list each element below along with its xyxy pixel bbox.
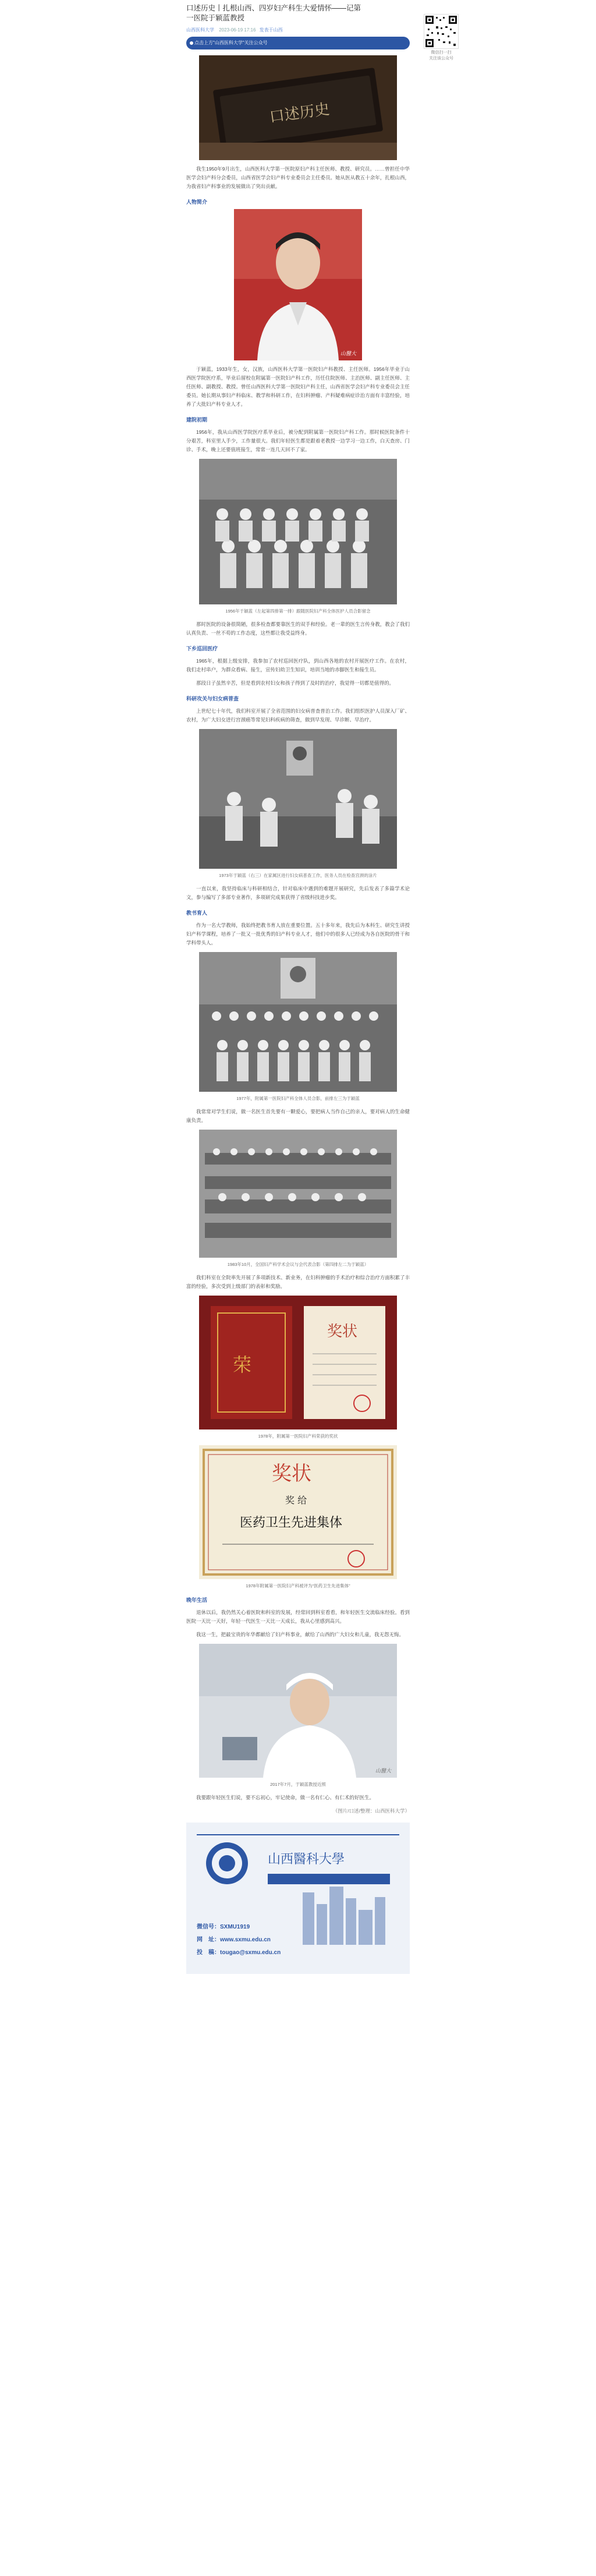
portrait-photo — [234, 209, 362, 360]
clinic-photo-1973 — [199, 729, 397, 869]
portrait-watermark: 山醫大 — [340, 351, 356, 356]
conference-photo-1983 — [199, 1130, 397, 1258]
research-paragraph-2: 一直以来，我坚持临床与科研相结合，针对临床中遇到的难题开展研究，先后发表了多篇学术论文，参与编写了多部专业著作，多项研究成果获得了省级科技进步奖。 — [186, 886, 410, 900]
svg-text:口述历史: 口述历史 — [268, 100, 331, 126]
heading-rural: 下乡巡回医疗 — [186, 646, 218, 652]
heading-teaching: 教书育人 — [186, 910, 208, 916]
qr-code-image — [424, 14, 459, 49]
article-title: 口述历史丨扎根山西、四岁妇产科生大爱情怀——记第一医院于颖蓝教授 — [186, 4, 361, 22]
later-paragraph-2: 我这一生，把最宝贵的年华都献给了妇产科事业，献给了山西的广大妇女和儿童，我无怨无悔。 — [196, 1632, 405, 1637]
later-paragraph: 退休以后，我仍然关心着医院和科室的发展，经常回到科室看看，和年轻医生交流临床经验。看到医院一天比一天好，年轻一代医生一天比一天成长，我从心里感到高兴。 — [186, 1609, 410, 1624]
footer-site[interactable]: 网 址：www.sxmu.edu.cn — [197, 1937, 271, 1943]
caption-5: 1978年，附属第一医院妇产科荣获的奖状 — [258, 1434, 338, 1439]
recent-photo-2017 — [199, 1644, 397, 1778]
meta-source[interactable]: 山西医科大学 — [186, 27, 214, 33]
svg-text:奖状: 奖状 — [327, 1323, 358, 1340]
banner-text: 点击上方"山西医科大学"关注公众号 — [194, 40, 268, 45]
caption-1: 1956年于颖蓝（左起第四排第一排）跟随医院妇产科全体医护人员合影留念 — [225, 608, 371, 614]
meta-account: 发表于山西 — [259, 27, 283, 33]
ending-paragraph: 我要跟年轻医生们说，要不忘初心，牢记使命，做一名有仁心、有仁术的好医生。 — [196, 1795, 375, 1800]
rural-paragraph-2: 那段日子虽然辛苦，但是看到农村妇女和孩子得到了及时的治疗，我觉得一切都是值得的。 — [196, 680, 395, 686]
footer-mail[interactable]: 投 稿：tougao@sxmu.edu.cn — [197, 1949, 281, 1956]
svg-text:奖状: 奖状 — [272, 1462, 311, 1485]
early-paragraph-2: 那时医院的设备很简陋，很多检查都要靠医生的双手和经验。老一辈的医生言传身教，教会了我们认真负责、一丝不苟的工作态度，这些都让我受益终身。 — [186, 621, 410, 636]
caption-6: 1978年附属第一医院妇产科被评为“医药卫生先进集体” — [246, 1583, 350, 1588]
caption-3: 1977年，附属第一医院妇产科全体人员合影，前排左三为于颖蓝 — [236, 1096, 360, 1101]
credit-line: （图片/口述/整理：山西医科大学） — [332, 1808, 410, 1814]
caption-4: 1983年10月，全国妇产科学术会议与会代表合影（第四排左二为于颖蓝） — [227, 1262, 369, 1267]
teaching-paragraph-2: 我常常对学生们说，做一名医生首先要有一颗爱心，要把病人当作自己的亲人，要对病人的生命健康负责。 — [186, 1109, 410, 1123]
recent-watermark: 山醫大 — [375, 1768, 391, 1774]
group-photo-1956 — [199, 459, 397, 604]
qr-caption: 微信扫一扫 关注该公众号 — [429, 51, 453, 61]
teaching-paragraph: 作为一名大学教师，我始终把教书育人放在重要位置。五十多年来，我先后为本科生、研究生讲授妇产科学课程，培养了一批又一批优秀的妇产科专业人才，他们中的很多人已经成为各自医院的骨干和学科带头人。 — [186, 922, 410, 946]
article-meta — [186, 27, 410, 33]
teaching-paragraph-3: 我们科室在全院率先开展了多项新技术、新业务，在妇科肿瘤的手术治疗和综合治疗方面积累了丰富的经验，多次受到上级部门的表彰和奖励。 — [186, 1275, 410, 1289]
early-paragraph: 1956年，我从山西医学院医疗系毕业后，被分配到附属第一医院妇产科工作。那时候医院条件十分艰苦，科室里人手少，工作量很大。我们年轻医生都是跟着老教授一边学习一边工作，白天查房、门诊、手术，晚上还要值班接生，常常一连几天回不了家。 — [186, 429, 410, 452]
footer-school-name: 山西醫科大學 — [268, 1852, 345, 1867]
bio-paragraph: 于颖蓝，1933年生，女，汉族，山西医科大学第一医院妇产科教授、主任医师。1956年毕业于山西医学院医疗系，毕业后留校在附属第一医院妇产科工作，历任住院医师、主治医师、副主任医师、主任医师、副教授、教授。曾任山西医科大学第一医院妇产科主任，山西省医学会妇产科专业委员会主任委员。她长期从事妇产科临床、教学和科研工作，在妇科肿瘤、产科疑难病症诊治方面有丰富经验，培养了大批妇产科专业人才。 — [186, 366, 410, 407]
caption-7: 2017年7月，于颖蓝教授近照 — [270, 1782, 326, 1787]
follow-banner[interactable] — [186, 37, 410, 49]
heading-research: 科研攻关与妇女病普查 — [186, 696, 239, 702]
heading-early: 建院初期 — [186, 417, 208, 423]
award-certificate-photo — [199, 1445, 397, 1579]
meta-date: 2023-06-19 17:16 — [219, 27, 256, 33]
banner-dot-icon — [190, 41, 193, 45]
group-photo-1977 — [199, 952, 397, 1092]
certificate-photo — [199, 1296, 397, 1429]
svg-text:医药卫生先进集体: 医药卫生先进集体 — [240, 1516, 343, 1530]
intro-paragraph: 我生1950年9月出生，山西医科大学第一医院原妇产科主任医师、教授、研究员。……曾担任中华医学会妇产科分会委员，山西省医学会妇产科专业委员会主任委员。她从医从教五十余年，扎根山西，为我省妇产科事业的发展做出了突出贡献。 — [186, 166, 410, 189]
rural-paragraph: 1965年，根据上级安排，我参加了农村巡回医疗队，到山西各地的农村开展医疗工作。在农村，我们走村串户，为群众看病、接生，宣传妇幼卫生知识，培训当地的赤脚医生和接生员。 — [186, 658, 410, 673]
footer-wechat: 微信号：SXMU1919 — [197, 1924, 250, 1930]
caption-2: 1973年于颖蓝（右三）在家属区进行妇女病普查工作，医务人员在检查宫颈的涂片 — [219, 873, 377, 878]
research-paragraph: 上世纪七十年代，我们科室开展了全省范围的妇女病普查普治工作。我们组织医护人员深入厂矿、农村，为广大妇女进行宫颈癌等常见妇科疾病的筛查，做到早发现、早诊断、早治疗。 — [186, 708, 410, 723]
heading-later: 晚年生活 — [186, 1597, 208, 1603]
svg-text:荣: 荣 — [233, 1354, 252, 1376]
book-cover-photo — [199, 55, 397, 160]
footer-card — [186, 1823, 410, 1974]
article — [186, 0, 410, 1974]
svg-text:奖 给: 奖 给 — [285, 1495, 307, 1506]
heading-profile: 人物简介 — [186, 199, 208, 205]
